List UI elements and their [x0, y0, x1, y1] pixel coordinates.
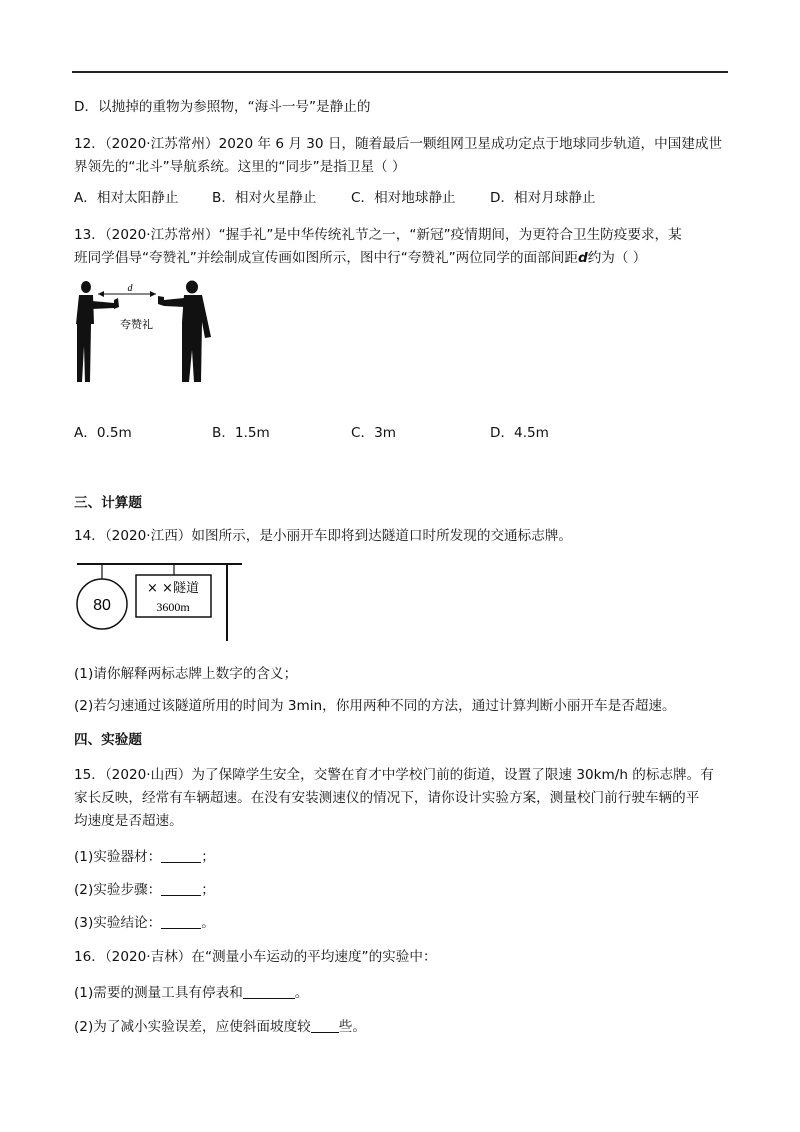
speed-limit-value: 80: [93, 597, 111, 614]
q14-figure-svg: [74, 561, 244, 643]
q13-figure-praise-gesture: [74, 280, 216, 386]
tunnel-name: × ×隧道: [147, 581, 199, 596]
q16-stem: 16．（2020·吉林）在“测量小车运动的平均速度”的实验中：: [74, 949, 437, 965]
q15-sub3-label: (3)实验结论：: [74, 915, 162, 931]
header-rule: [72, 71, 728, 73]
right-person: [158, 281, 211, 383]
q13-stem-line1: 13．（2020·江苏常州）“握手礼”是中华传统礼节之一，“新冠”疫情期间，为更符合卫生防疫要求，某: [74, 227, 682, 243]
q16-sub2-end: 些。: [338, 1019, 366, 1035]
section-4-title: 四、实验题: [74, 732, 142, 748]
q12-option-c: C．相对地球静止: [351, 190, 456, 206]
q16-sub1-blank: [243, 984, 295, 999]
q13-variable-d: d: [577, 250, 588, 266]
q15-sub2-end: ；: [201, 882, 215, 898]
left-person: [76, 281, 119, 382]
q13-option-a: A．0.5m: [74, 425, 132, 441]
q11-option-d: D．以抛掉的重物为参照物，“海斗一号”是静止的: [74, 99, 371, 115]
q12-option-b: B．相对火星静止: [212, 190, 317, 206]
q16-sub2-label: (2)为了减小实验误差，应使斜面坡度较: [74, 1019, 311, 1035]
q15-sub1-end: ；: [201, 849, 215, 865]
q16-sub2: [74, 1017, 366, 1037]
q15-sub3-end: 。: [201, 915, 215, 931]
q12-stem-line2: 界领先的“北斗”导航系统。这里的“同步”是指卫星（ ）: [74, 159, 406, 175]
q12-stem-line1: 12．（2020·江苏常州）2020 年 6 月 30 日，随着最后一颗组网卫星成功定点于地球同步轨道，中国建成世: [74, 136, 723, 152]
q16-sub1: [74, 983, 308, 1003]
q12-option-a: A．相对太阳静止: [74, 190, 179, 206]
q15-sub2: [74, 880, 215, 900]
q13-stem-line2: [74, 248, 646, 268]
q16-sub2-blank: [311, 1018, 339, 1033]
q15-sub3-blank: [161, 914, 201, 929]
q15-sub2-label: (2)实验步骤：: [74, 882, 162, 898]
q15-sub1-blank: [161, 848, 201, 863]
q13-figure-svg: [74, 280, 216, 386]
q12-option-d: D．相对月球静止: [490, 190, 596, 206]
q13-option-b: B．1.5m: [212, 425, 270, 441]
q15-sub1: [74, 847, 215, 867]
q13-stem-line2-a: 班同学倡导“夸赞礼”并绘制成宣传画如图所示，图中行“夸赞礼”两位同学的面部间距: [74, 250, 578, 266]
q15-stem-line1: 15．（2020·山西）为了保障学生安全，交警在育才中学校门前的街道，设置了限速 30km/h 的标志牌。有: [74, 767, 714, 783]
q14-stem: 14．（2020·江西）如图所示，是小丽开车即将到达隧道口时所发现的交通标志牌。: [74, 528, 573, 544]
q13-option-d: D．4.5m: [490, 425, 549, 441]
q14-sub1: (1)请你解释两标志牌上数字的含义；: [74, 666, 298, 682]
q15-stem-line3: 均速度是否超速。: [74, 813, 183, 829]
q15-sub3: [74, 913, 215, 933]
q14-figure-traffic-signs: [74, 561, 244, 643]
q14-sub2: (2)若匀速通过该隧道所用的时间为 3min，你用两种不同的方法，通过计算判断小丽开车是否超速。: [74, 698, 676, 714]
section-3-title: 三、计算题: [74, 495, 142, 511]
q15-sub1-label: (1)实验器材：: [74, 849, 162, 865]
q16-sub1-label: (1)需要的测量工具有停表和: [74, 985, 243, 1001]
q15-sub2-blank: [161, 881, 201, 896]
q15-stem-line2: 家长反映，经常有车辆超速。在没有安装测速仪的情况下，请你设计实验方案，测量校门前行驶车辆的平: [74, 790, 700, 806]
distance-label-d: d: [127, 283, 133, 294]
tunnel-length: 3600m: [156, 600, 190, 614]
q16-sub1-end: 。: [294, 985, 309, 1001]
q13-option-c: C．3m: [351, 425, 396, 441]
figure-caption: 夸赞礼: [120, 318, 153, 331]
q13-stem-line2-b: 约为（ ）: [587, 250, 647, 266]
